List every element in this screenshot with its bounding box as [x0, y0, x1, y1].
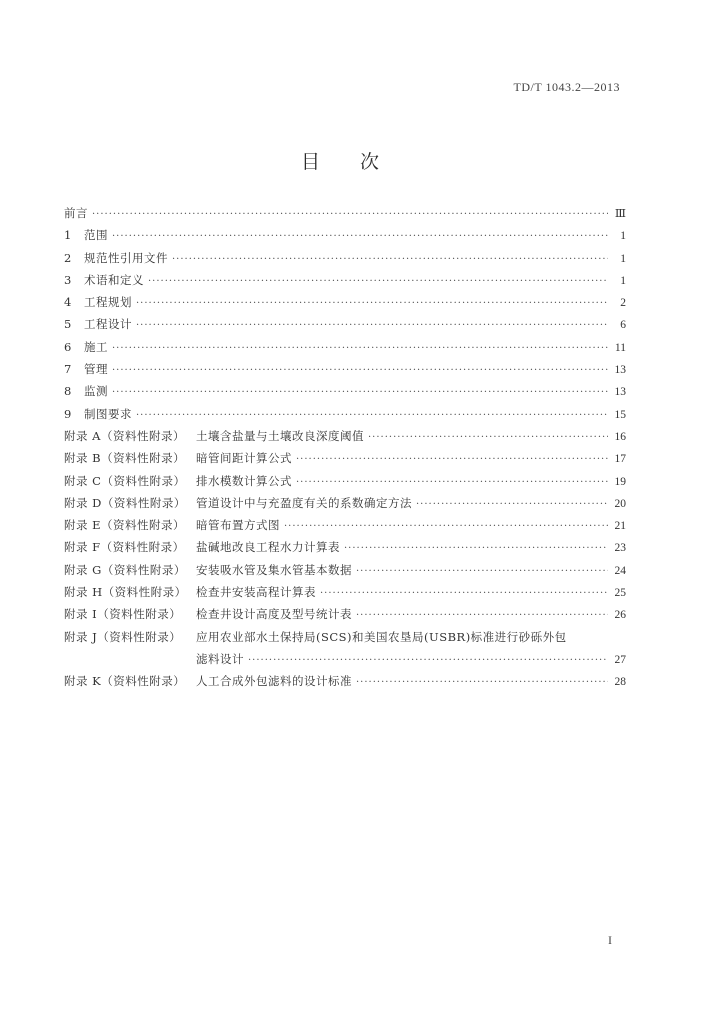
toc-appendix-f[interactable]	[64, 536, 626, 558]
toc-entry-9[interactable]	[64, 403, 626, 425]
toc-entry-number: 2	[64, 250, 72, 265]
toc-leader-dots	[112, 338, 608, 360]
toc-leader-dots	[112, 382, 608, 404]
toc-leader-dots	[248, 650, 608, 672]
toc-leader-dots	[296, 449, 608, 471]
toc-appendix-a[interactable]	[64, 425, 626, 447]
toc-leader-dots	[92, 204, 608, 226]
toc-entry-number: 9	[64, 406, 72, 421]
toc-leader-dots	[136, 405, 608, 427]
toc-entry-2[interactable]	[64, 247, 626, 269]
toc-appendix-b[interactable]	[64, 447, 626, 469]
page-number: I	[608, 933, 612, 947]
toc-entry-label: 制图要求	[84, 406, 132, 421]
toc-appendix-prefix: 附录 E（资料性附录）	[64, 518, 186, 533]
toc-appendix-h[interactable]	[64, 581, 626, 603]
toc-appendix-prefix: 附录 J（资料性附录）	[64, 629, 182, 644]
toc-leader-dots	[136, 293, 608, 315]
toc-appendix-prefix: 附录 I（资料性附录）	[64, 607, 182, 622]
toc-appendix-label: 管道设计中与充盈度有关的系数确定方法	[196, 495, 412, 510]
toc-appendix-label: 排水模数计算公式	[196, 473, 292, 488]
document-code: TD/T 1043.2—2013	[513, 80, 620, 94]
toc-entry-8[interactable]	[64, 380, 626, 402]
toc-leader-dots	[344, 538, 608, 560]
toc-leader-dots	[320, 583, 608, 605]
toc-leader-dots	[368, 427, 608, 449]
toc-appendix-prefix: 附录 K（资料性附录）	[64, 674, 186, 689]
toc-entry-page: 2	[620, 297, 626, 310]
toc-leader-dots	[172, 249, 608, 271]
toc-leader-dots	[416, 494, 608, 516]
toc-appendix-page: 20	[614, 497, 626, 510]
toc-appendix-label: 暗管布置方式图	[196, 518, 280, 533]
toc-entry-page: 11	[614, 341, 626, 354]
toc-leader-dots	[356, 605, 608, 627]
toc-appendix-page: 21	[614, 520, 626, 533]
toc-leader-dots	[356, 561, 608, 583]
toc-appendix-page: 16	[614, 430, 626, 443]
toc-appendix-prefix: 附录 H（资料性附录）	[64, 585, 187, 600]
toc-entry-6[interactable]	[64, 336, 626, 358]
toc-leader-dots	[112, 360, 608, 382]
toc-appendix-page: 23	[614, 542, 626, 555]
toc-appendix-label: 土壤含盐量与土壤改良深度阈值	[196, 428, 364, 443]
toc-appendix-g[interactable]	[64, 559, 626, 581]
toc-appendix-prefix: 附录 F（资料性附录）	[64, 540, 185, 555]
toc-appendix-d[interactable]	[64, 492, 626, 514]
toc-entry-number: 5	[64, 317, 72, 332]
toc-leader-dots	[296, 472, 608, 494]
toc-leader-dots	[136, 315, 608, 337]
toc-leader-dots	[148, 271, 608, 293]
toc-title-char-2: 次	[360, 151, 380, 173]
toc-entry-page: Ⅲ	[614, 208, 626, 220]
toc-appendix-e[interactable]	[64, 514, 626, 536]
toc-entry-3[interactable]	[64, 269, 626, 291]
toc-entry-page: 13	[614, 364, 626, 377]
toc-entry-preface[interactable]	[64, 202, 626, 224]
toc-entry-label: 监测	[84, 384, 108, 399]
toc-entry-number: 3	[64, 272, 72, 287]
toc-entry-number: 1	[64, 228, 72, 243]
toc-entry-label: 范围	[84, 228, 108, 243]
toc-appendix-prefix: 附录 D（资料性附录）	[64, 495, 186, 510]
toc-entry-label: 施工	[84, 339, 108, 354]
toc-appendix-j[interactable]	[64, 626, 626, 648]
toc-entry-page: 1	[620, 230, 626, 243]
toc-appendix-label: 检查井安装高程计算表	[196, 585, 316, 600]
toc-appendix-label: 安装吸水管及集水管基本数据	[196, 562, 352, 577]
toc-entry-page: 6	[620, 319, 626, 332]
toc-appendix-label: 人工合成外包滤料的设计标准	[196, 674, 352, 689]
toc-appendix-page: 19	[614, 475, 626, 488]
toc-appendix-prefix: 附录 C（资料性附录）	[64, 473, 186, 488]
toc-appendix-page: 24	[614, 564, 626, 577]
toc-entry-page: 1	[620, 252, 626, 265]
toc-appendix-prefix: 附录 B（资料性附录）	[64, 451, 186, 466]
toc-entry-page: 15	[614, 408, 626, 421]
toc-appendix-label: 暗管间距计算公式	[196, 451, 292, 466]
toc-entry-label: 工程设计	[84, 317, 132, 332]
toc-entry-label: 术语和定义	[84, 272, 144, 287]
toc-entry-number: 6	[64, 339, 72, 354]
toc-appendix-i[interactable]	[64, 603, 626, 625]
toc-entry-number: 4	[64, 295, 72, 310]
toc-entry-label: 工程规划	[84, 295, 132, 310]
toc-appendix-c[interactable]	[64, 470, 626, 492]
toc-entry-5[interactable]	[64, 313, 626, 335]
toc-appendix-page: 27	[614, 653, 626, 666]
toc-appendix-page: 25	[614, 587, 626, 600]
toc-appendix-label: 检查井设计高度及型号统计表	[196, 607, 352, 622]
toc-appendix-page: 26	[614, 609, 626, 622]
toc-appendix-page: 17	[614, 453, 626, 466]
toc-entry-page: 1	[620, 274, 626, 287]
toc-appendix-prefix: 附录 A（资料性附录）	[64, 428, 185, 443]
toc-appendix-k[interactable]	[64, 670, 626, 692]
toc-entry-1[interactable]	[64, 224, 626, 246]
toc-appendix-page: 28	[614, 676, 626, 689]
toc-list	[64, 202, 626, 693]
toc-appendix-j-continued[interactable]	[64, 648, 626, 670]
toc-entry-number: 7	[64, 362, 72, 377]
toc-appendix-prefix: 附录 G（资料性附录）	[64, 562, 186, 577]
toc-entry-label: 前言	[64, 206, 88, 220]
toc-entry-number: 8	[64, 384, 72, 399]
toc-title	[0, 147, 680, 174]
toc-appendix-label-line-1: 应用农业部水土保持局(SCS)和美国农垦局(USBR)标准进行砂砾外包	[196, 629, 567, 644]
toc-entry-7[interactable]	[64, 358, 626, 380]
toc-entry-4[interactable]	[64, 291, 626, 313]
toc-leader-dots	[112, 226, 608, 248]
toc-title-char-1: 目	[300, 151, 320, 173]
toc-entry-label: 规范性引用文件	[84, 250, 168, 265]
toc-appendix-label-line-2: 滤料设计	[196, 651, 244, 666]
toc-entry-label: 管理	[84, 362, 108, 377]
toc-leader-dots	[356, 672, 608, 694]
toc-entry-page: 13	[614, 386, 626, 399]
toc-appendix-label: 盐碱地改良工程水力计算表	[196, 540, 340, 555]
toc-leader-dots	[284, 516, 608, 538]
